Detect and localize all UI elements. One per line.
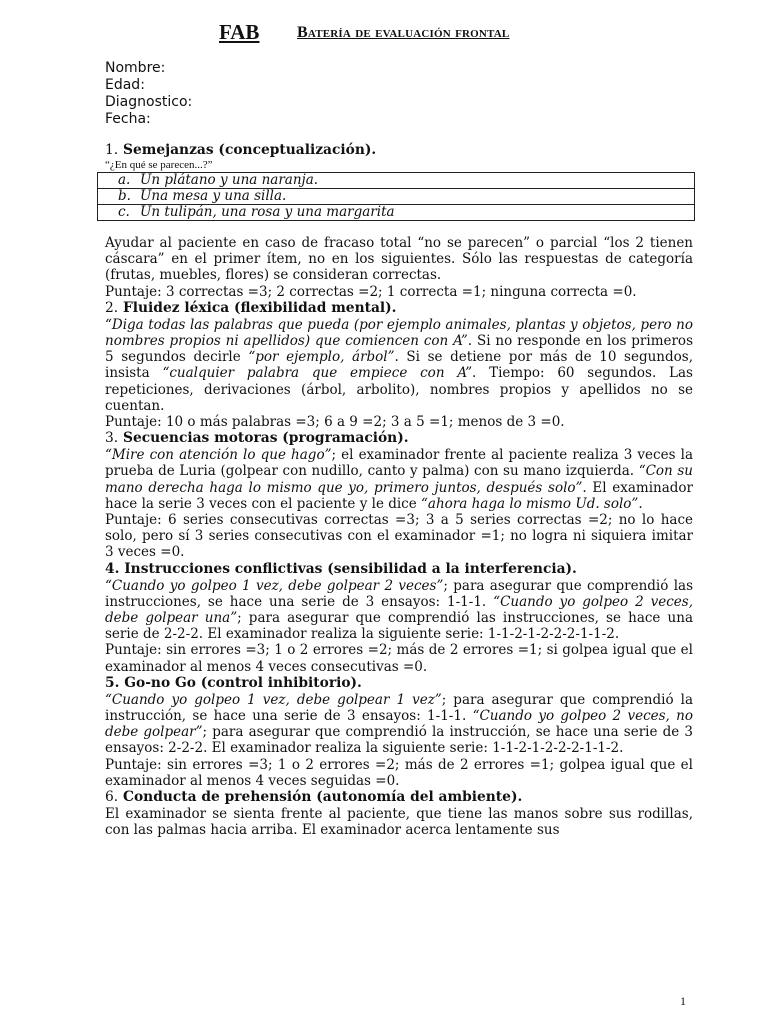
section-3-heading: 3. Secuencias motoras (programación). — [105, 430, 409, 447]
field-nombre: Nombre: — [105, 60, 166, 76]
section-6 — [105, 789, 693, 838]
section-5 — [105, 675, 693, 789]
section-4-instructions: “Cuando yo golpeo 1 vez, debe golpear 2 veces”; para asegurar que comprendió las instrucciones, se hace una serie de 3 ensayos: 1-1-1. “Cuando yo golpeo 2 veces, debe golpear una”; para asegurar que comprendió las instrucciones, se hace una serie de 2-2-2. El examinador realiza la siguiente serie: 1-1-2-1-2-2-2-1-1-2. — [105, 577, 694, 643]
section-1-score: Puntaje: 3 correctas =3; 2 correctas =2; 1 correcta =1; ninguna correcta =0. — [105, 283, 637, 300]
section-4-score: Puntaje: sin errores =3; 1 o 2 errores =2; más de 2 errores =1; si golpea igual que el examinador al menos 4 veces consecutivas =0. — [105, 642, 693, 675]
page-number: 1 — [680, 994, 686, 1008]
header-title: Batería de evaluación frontal — [297, 24, 510, 41]
section-2 — [105, 300, 693, 430]
section-5-instructions: “Cuando yo golpeo 1 vez, debe golpear 1 vez”; para asegurar que comprendió la instrucción, se hace una serie de 3 ensayos: 1-1-1. “Cuando yo golpeo 2 veces, no debe golpear”; para asegurar que comprendió la instrucción, se hace una serie de 3 ensayos: 2-2-2. El examinador realiza la siguiente serie: 1-1-2-1-2-2-2-1-1-2. — [105, 691, 693, 757]
header-abbreviation: FAB — [219, 20, 260, 44]
similarities-table — [97, 172, 695, 221]
section-1-question: “¿En qué se parecen...?” — [105, 159, 213, 171]
section-2-instructions: “Diga todas las palabras que pueda (por ejemplo animales, plantas y objetos, pero no nombres propios ni apellidos) que comiencen con A”. Si no responde en los primeros 5 segundos decirle “por ejemplo, árbol”. Si se detiene por más de 10 segundos, insista “cualquier palabra que empiece con A”. Tiempo: 60 segundos. Las repeticiones, derivaciones (árbol, arbolito), nombres propios y apellidos no se cuentan. — [105, 316, 693, 414]
section-4-heading: 4. Instrucciones conflictivas (sensibilidad a la interferencia). — [105, 560, 577, 577]
section-6-instructions: El examinador se sienta frente al paciente, que tiene las manos sobre sus rodillas, con las palmas hacia arriba. El examinador acerca lentamente sus — [105, 806, 693, 839]
section-2-heading: 2. Fluidez léxica (flexibilidad mental). — [105, 299, 397, 316]
section-2-score: Puntaje: 10 o más palabras =3; 6 a 9 =2; 3 a 5 =1; menos de 3 =0. — [105, 414, 565, 431]
section-6-heading: 6. Conducta de prehensión (autonomía del ambiente). — [105, 789, 523, 806]
table-row: a. Un plátano y una naranja. — [98, 173, 695, 189]
section-3-instructions: “Mire con atención lo que hago”; el examinador frente al paciente realiza 3 veces la prueba de Luria (golpear con nudillo, canto y palma) con su mano izquierda. “Con su mano derecha haga lo mismo que yo, primero juntos, después solo”. El examinador hace la serie 3 veces con el paciente y le dice “ahora haga lo mismo Ud. solo”. — [105, 447, 693, 512]
table-row: c. Un tulipán, una rosa y una margarita — [98, 205, 695, 221]
section-1-heading: 1. Semejanzas (conceptualización). — [105, 142, 377, 158]
field-edad: Edad: — [105, 77, 145, 93]
table-row: b. Una mesa y una silla. — [98, 189, 695, 205]
section-5-score: Puntaje: sin errores =3; 1 o 2 errores =2; más de 2 errores =1; golpea igual que el examinador al menos 4 veces seguidas =0. — [105, 756, 693, 789]
section-5-heading: 5. Go-no Go (control inhibitorio). — [105, 674, 362, 691]
section-4 — [105, 561, 693, 675]
section-3-score: Puntaje: 6 series consecutivas correctas =3; 3 a 5 series correctas =2; no lo hace solo, pero sí 3 series consecutivas con el examinador =1; no logra ni siquiera imitar 3 veces =0. — [105, 512, 693, 561]
patient-fields — [105, 60, 693, 128]
section-3 — [105, 430, 693, 560]
field-diagnostico: Diagnostico: — [105, 94, 193, 110]
document-body — [105, 60, 693, 839]
field-fecha: Fecha: — [105, 111, 151, 127]
section-1-instructions: Ayudar al paciente en caso de fracaso total “no se parecen” o parcial “los 2 tienen cáscara” en el primer ítem, no en los siguientes. Sólo las respuestas de categoría (frutas, muebles, flores) se consideran correctas. — [105, 235, 693, 284]
section-1 — [105, 142, 693, 300]
